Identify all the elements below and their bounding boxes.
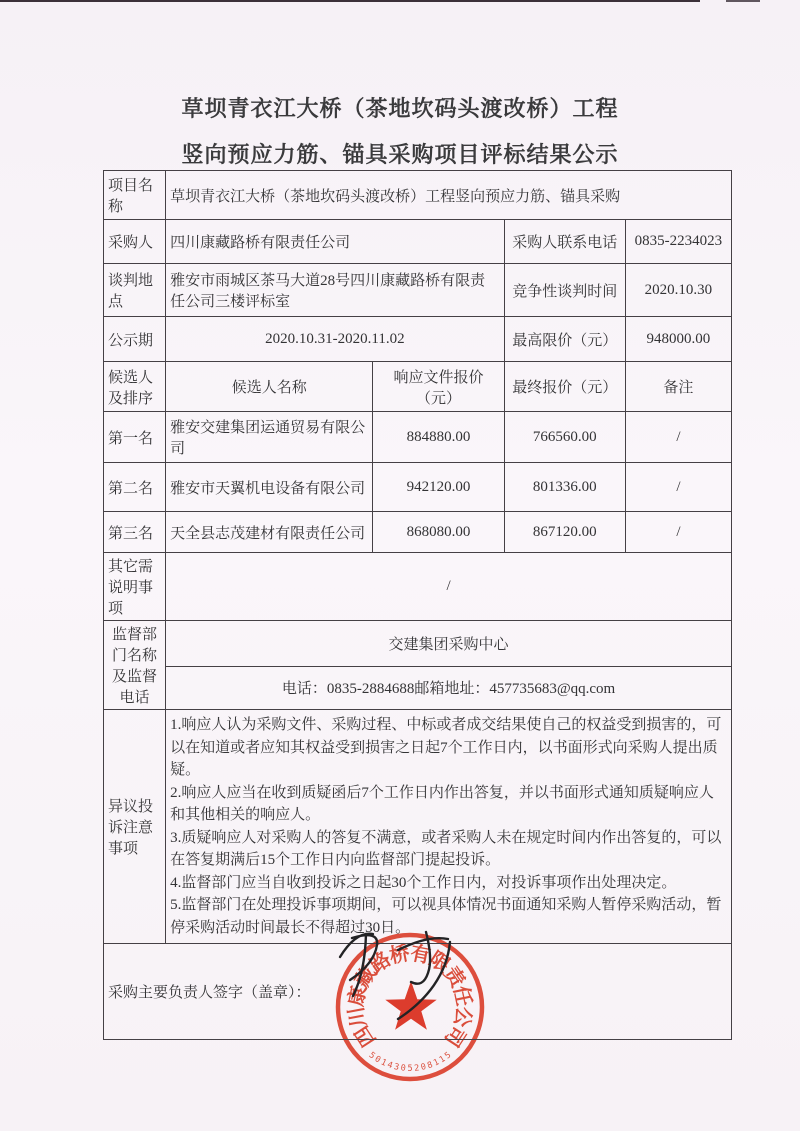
candidate-final-price: 766560.00 (504, 412, 625, 463)
signature-row (104, 944, 732, 1040)
other-notes-label: 其它需说明事项 (104, 553, 166, 621)
seal-text-char: 藏 (351, 962, 381, 992)
candidate-final-price: 801336.00 (504, 463, 625, 512)
purchaser-phone-value: 0835-2234023 (625, 220, 731, 264)
page-title (0, 86, 800, 178)
objection-item: 2.响应人应当在收到质疑函后7个工作日内作出答复，并以书面形式通知质疑响应人和其他相关的响应人。 (170, 784, 714, 823)
seal-text-char: 0 (420, 1062, 428, 1073)
negotiation-time-label: 竞争性谈判时间 (504, 264, 625, 317)
page-title-line1: 草坝青衣江大桥（茶地坎码头渡改桥）工程 (181, 96, 619, 121)
objection-item: 4.监督部门应当自收到投诉之日起30个工作日内，对投诉事项作出处理决定。 (170, 874, 677, 891)
objection-item: 1.响应人认为采购文件、采购过程、中标或者成交结果使自己的权益受到损害的，可以在知道或者应知其权益受到损害之日起7个工作日内，以书面形式向采购人提出质疑。 (170, 717, 722, 778)
purchaser-value: 四川康藏路桥有限责任公司 (166, 220, 505, 264)
seal-text-char: 1 (379, 1057, 388, 1069)
candidate-rank: 第二名 (104, 463, 166, 512)
seal-text-char: 桥 (387, 942, 412, 968)
seal-text-char: 司 (439, 1021, 470, 1051)
results-table (103, 170, 732, 1040)
header-rank: 候选人及排序 (104, 362, 166, 412)
seal-text-char: 1 (437, 1054, 448, 1066)
seal-text-char: 责 (439, 962, 469, 992)
header-candidate-name: 候选人名称 (166, 362, 373, 412)
seal-text-char: 川 (345, 1004, 371, 1029)
max-price-value: 948000.00 (625, 317, 731, 362)
table-row (104, 412, 732, 463)
seal-text-char: 0 (400, 1063, 407, 1074)
candidate-remark: / (625, 463, 731, 512)
purchaser-phone-label: 采购人联系电话 (504, 220, 625, 264)
table-row (104, 512, 732, 553)
supervision-dept: 交建集团采购中心 (166, 621, 732, 667)
candidate-doc-price: 884880.00 (373, 412, 504, 463)
publicity-period-value: 2020.10.31-2020.11.02 (166, 317, 505, 362)
seal-text-char: 5 (407, 1064, 413, 1074)
page-title-line2: 竖向预应力筋、锚具采购项目评标结果公示 (181, 142, 619, 167)
signature-label: 采购主要负责人签字（盖章）： (108, 985, 311, 1001)
seal-text-char: 5 (366, 1050, 377, 1062)
supervision-label: 监督部门名称及监督电话 (104, 621, 166, 710)
objection-items (166, 710, 732, 944)
project-name-value: 草坝青衣江大桥（茶地坎码头渡改桥）工程竖向预应力筋、锚具采购 (166, 171, 732, 220)
candidate-doc-price: 868080.00 (373, 512, 504, 553)
publicity-period-label: 公示期 (104, 317, 166, 362)
candidate-doc-price: 942120.00 (373, 463, 504, 512)
seal-text-char: 四 (350, 1021, 381, 1051)
seal-text-char: 8 (426, 1060, 435, 1072)
candidate-name: 天全县志茂建材有限责任公司 (166, 512, 373, 553)
seal-text-char: 路 (366, 948, 396, 978)
seal-text-char: 1 (432, 1057, 441, 1069)
seal-text-char: 康 (345, 984, 371, 1009)
seal-text-char: 限 (424, 948, 454, 978)
candidate-remark: / (625, 412, 731, 463)
candidate-rank: 第一名 (104, 412, 166, 463)
objection-item: 3.质疑响应人对采购人的答复不满意，或者采购人未在规定时间内作出答复的，可以在答复期满后15个工作日内向监督部门提起投诉。 (170, 829, 722, 868)
header-doc-price: 响应文件报价（元） (373, 362, 504, 412)
negotiation-place-label: 谈判地点 (104, 264, 166, 317)
project-name-label: 项目名称 (104, 171, 166, 220)
scan-artifact-top-edge (726, 0, 760, 2)
negotiation-time-value: 2020.10.30 (625, 264, 731, 317)
seal-text-char: 任 (449, 984, 475, 1009)
seal-text-char: 5 (443, 1050, 454, 1062)
seal-text-char: 公 (449, 1004, 475, 1029)
seal-text-char: 3 (392, 1062, 400, 1073)
objection-item: 5.监督部门在处理投诉事项期间，可以视具体情况书面通知采购人暂停采购活动，暂停采购活动时间最长不得超过30日。 (170, 897, 722, 936)
supervision-contact: 电话：0835-2884688邮箱地址：457735683@qq.com (166, 666, 732, 709)
seal-text-char: 2 (413, 1063, 420, 1074)
scan-artifact-top-edge (0, 0, 700, 2)
objection-label: 异议投诉注意事项 (104, 710, 166, 944)
header-remark: 备注 (625, 362, 731, 412)
purchaser-label: 采购人 (104, 220, 166, 264)
header-final-price: 最终报价（元） (504, 362, 625, 412)
candidate-name: 雅安市天翼机电设备有限公司 (166, 463, 373, 512)
seal-text-char: 4 (385, 1060, 394, 1072)
seal-text-char: 有 (408, 942, 433, 968)
candidate-name: 雅安交建集团运通贸易有限公司 (166, 412, 373, 463)
negotiation-place-value: 雅安市雨城区茶马大道28号四川康藏路桥有限责任公司三楼评标室 (166, 264, 505, 317)
max-price-label: 最高限价（元） (504, 317, 625, 362)
candidate-remark: / (625, 512, 731, 553)
candidate-rank: 第三名 (104, 512, 166, 553)
table-row (104, 463, 732, 512)
other-notes-value: / (166, 553, 732, 621)
candidate-final-price: 867120.00 (504, 512, 625, 553)
seal-text-char: 0 (372, 1054, 383, 1066)
